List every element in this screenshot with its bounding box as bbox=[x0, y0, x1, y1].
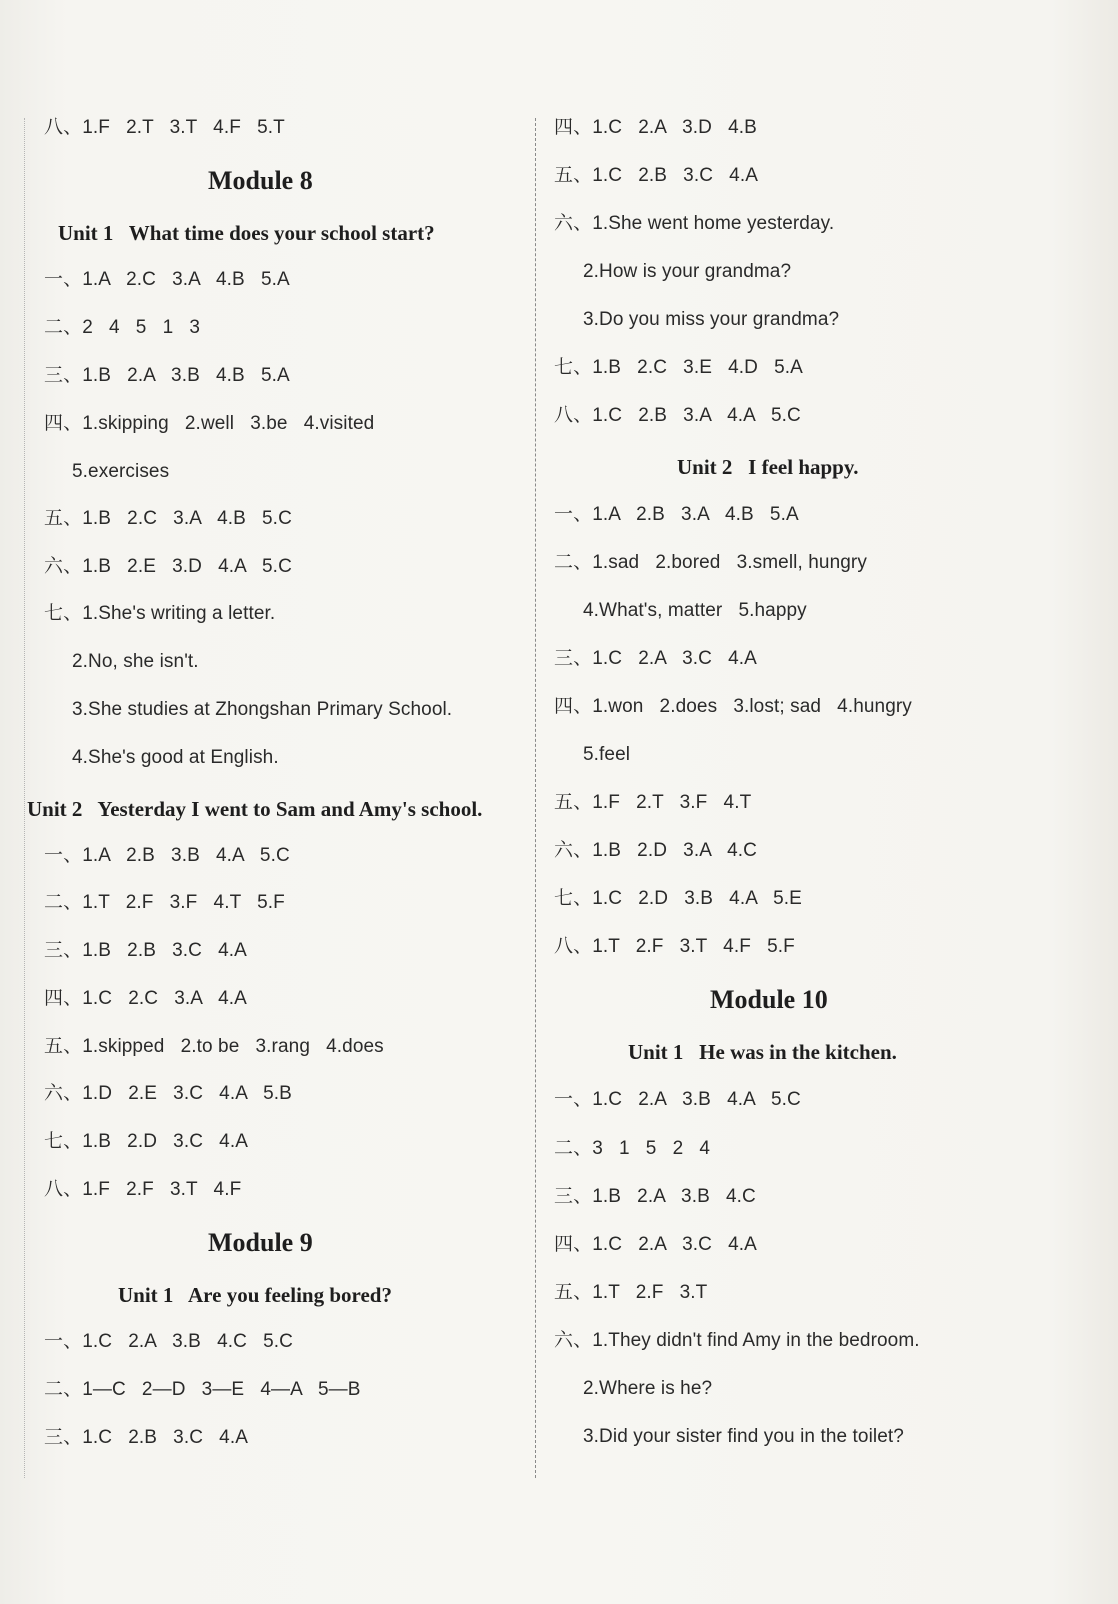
answer-line: 八、1.T 2.F 3.T 4.F 5.F bbox=[554, 936, 795, 957]
answer-line: 一、1.A 2.B 3.B 4.A 5.C bbox=[44, 845, 290, 866]
answer-line: 三、1.C 2.B 3.C 4.A bbox=[44, 1427, 248, 1448]
answer-line: 五、1.T 2.F 3.T bbox=[554, 1282, 708, 1303]
answer-line: 二、2 4 5 1 3 bbox=[44, 317, 201, 338]
answer-line: 五、1.F 2.T 3.F 4.T bbox=[554, 792, 752, 813]
answer-line: 二、1.T 2.F 3.F 4.T 5.F bbox=[44, 892, 285, 913]
right-answer-column bbox=[536, 0, 1118, 1604]
answer-line: 一、1.C 2.A 3.B 4.A 5.C bbox=[554, 1089, 801, 1110]
answer-continuation-line: 2.Where is he? bbox=[583, 1378, 713, 1399]
answer-line: 四、1.skipping 2.well 3.be 4.visited bbox=[44, 413, 375, 434]
module-heading: Module 8 bbox=[208, 166, 313, 195]
answer-line: 二、3 1 5 2 4 bbox=[554, 1138, 711, 1159]
answer-line: 六、1.B 2.E 3.D 4.A 5.C bbox=[44, 556, 292, 577]
answer-line: 二、1—C 2—D 3—E 4—A 5—B bbox=[44, 1379, 361, 1400]
answer-line: 三、1.B 2.B 3.C 4.A bbox=[44, 940, 247, 961]
answer-line: 八、1.F 2.F 3.T 4.F bbox=[44, 1179, 242, 1200]
answer-line: 四、1.won 2.does 3.lost; sad 4.hungry bbox=[554, 696, 912, 717]
answer-line: 四、1.C 2.A 3.C 4.A bbox=[554, 1234, 757, 1255]
answer-continuation-line: 3.Did your sister find you in the toilet? bbox=[583, 1426, 904, 1447]
answer-continuation-line: 3.She studies at Zhongshan Primary School. bbox=[72, 699, 453, 720]
left-answer-column bbox=[0, 0, 535, 1604]
answer-line: 七、1.She's writing a letter. bbox=[44, 603, 276, 624]
module-heading: Module 10 bbox=[710, 985, 828, 1014]
answer-line: 八、1.F 2.T 3.T 4.F 5.T bbox=[44, 117, 285, 138]
answer-continuation-line: 2.How is your grandma? bbox=[583, 261, 792, 282]
answer-continuation-line: 5.feel bbox=[583, 744, 631, 765]
answer-continuation-line: 4.What's, matter 5.happy bbox=[583, 600, 807, 621]
answer-line: 五、1.skipped 2.to be 3.rang 4.does bbox=[44, 1036, 384, 1057]
answer-line: 一、1.C 2.A 3.B 4.C 5.C bbox=[44, 1331, 293, 1352]
answer-continuation-line: 3.Do you miss your grandma? bbox=[583, 309, 840, 330]
unit-heading: Unit 1 Are you feeling bored? bbox=[118, 1283, 392, 1307]
answer-line: 七、1.C 2.D 3.B 4.A 5.E bbox=[554, 888, 802, 909]
answer-line: 七、1.B 2.D 3.C 4.A bbox=[44, 1131, 248, 1152]
module-heading: Module 9 bbox=[208, 1228, 313, 1257]
answer-line: 六、1.She went home yesterday. bbox=[554, 213, 835, 234]
answer-line: 四、1.C 2.C 3.A 4.A bbox=[44, 988, 247, 1009]
answer-line: 六、1.They didn't find Amy in the bedroom. bbox=[554, 1330, 920, 1351]
answer-continuation-line: 2.No, she isn't. bbox=[72, 651, 199, 672]
answer-line: 一、1.A 2.C 3.A 4.B 5.A bbox=[44, 269, 290, 290]
answer-line: 二、1.sad 2.bored 3.smell, hungry bbox=[554, 552, 867, 573]
unit-heading: Unit 1 He was in the kitchen. bbox=[628, 1040, 897, 1064]
unit-heading: Unit 2 Yesterday I went to Sam and Amy's school. bbox=[27, 797, 483, 821]
answer-continuation-line: 5.exercises bbox=[72, 461, 170, 482]
answer-line: 八、1.C 2.B 3.A 4.A 5.C bbox=[554, 405, 801, 426]
answer-line: 三、1.C 2.A 3.C 4.A bbox=[554, 648, 757, 669]
answer-line: 七、1.B 2.C 3.E 4.D 5.A bbox=[554, 357, 803, 378]
answer-line: 五、1.B 2.C 3.A 4.B 5.C bbox=[44, 508, 292, 529]
answer-line: 六、1.B 2.D 3.A 4.C bbox=[554, 840, 757, 861]
answer-line: 三、1.B 2.A 3.B 4.C bbox=[554, 1186, 756, 1207]
unit-heading: Unit 1 What time does your school start? bbox=[58, 221, 435, 245]
answer-continuation-line: 4.She's good at English. bbox=[72, 747, 279, 768]
answer-line: 五、1.C 2.B 3.C 4.A bbox=[554, 165, 758, 186]
answer-line: 一、1.A 2.B 3.A 4.B 5.A bbox=[554, 504, 799, 525]
answer-line: 三、1.B 2.A 3.B 4.B 5.A bbox=[44, 365, 290, 386]
answer-line: 四、1.C 2.A 3.D 4.B bbox=[554, 117, 757, 138]
answer-line: 六、1.D 2.E 3.C 4.A 5.B bbox=[44, 1083, 292, 1104]
unit-heading: Unit 2 I feel happy. bbox=[677, 455, 859, 479]
